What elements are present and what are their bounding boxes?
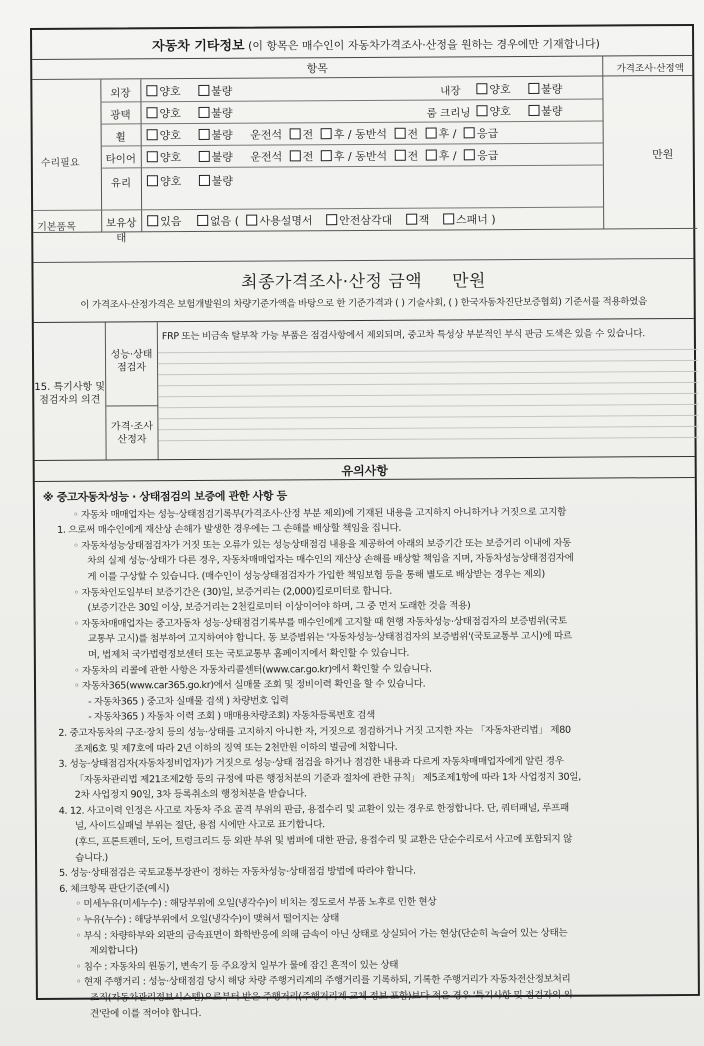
driver-seat-label: 운전석 bbox=[250, 128, 283, 142]
notice-line: ◦ 침수 : 자동차의 원동기, 변속기 등 주요장치 일부가 물에 잠긴 흔적이 있는 상태 bbox=[75, 959, 399, 973]
tire-options: 양호 불량 운전석 전 후 / 동반석 전 후 / 응급 bbox=[143, 147, 499, 165]
opinion-section bbox=[34, 318, 695, 460]
option-label: 전 bbox=[302, 128, 314, 142]
notice-line: 2. 중고자동차의 구조·장치 등의 성능·상태를 고지하지 아니한 자, 거짓으로 점검하거나 거짓 고지한 자는 「자동차관리법」 제80 bbox=[58, 724, 571, 739]
opinion-label: 15. 특기사항 및 점검자의 의견 bbox=[34, 323, 107, 461]
interior-label: 내장 bbox=[440, 85, 461, 98]
price-assessor-label: 가격·조사 산정자 bbox=[106, 406, 158, 460]
tire-passenger-rear-checkbox[interactable] bbox=[426, 150, 437, 161]
tire-driver-rear-checkbox[interactable] bbox=[321, 150, 332, 161]
option-label: 양호 bbox=[489, 105, 511, 119]
notice-body bbox=[43, 486, 696, 1022]
wheel-passenger-front-checkbox[interactable] bbox=[394, 128, 405, 139]
driver-seat-label: 운전석 bbox=[250, 150, 283, 164]
notice-line: 널, 사이드실패널 부위는 절단, 용접 시에만 사고로 표기합니다. bbox=[74, 819, 325, 833]
option-label: 양호 bbox=[489, 83, 511, 97]
section-title-row bbox=[32, 26, 692, 60]
option-label: 잭 bbox=[418, 213, 430, 227]
notice-line: (후드, 프론트펜더, 도어, 트렁크리드 등 외판 부위 및 범퍼에 대한 판금, 용접수리 및 교환은 단순수리로서 사고에 포함되지 않 bbox=[74, 833, 573, 848]
option-label: 후 bbox=[438, 127, 450, 141]
wheel-emergency-checkbox[interactable] bbox=[464, 127, 475, 138]
option-label: 응급 bbox=[477, 149, 499, 163]
option-label: 사용설명서 bbox=[259, 214, 313, 228]
option-label: 전 bbox=[407, 149, 419, 163]
wheel-options: 양호 불량 운전석 전 후 / 동반석 전 후 / 응급 bbox=[143, 125, 499, 143]
option-label: 후 bbox=[438, 149, 450, 163]
notice-line: ◦ 현재 주행거리 : 성능·상태점검 당시 해당 차량 주행거리계의 주행거리를 기록하되, 기록한 주행거리가 자동차전산정보처리 bbox=[75, 974, 571, 989]
wheel-driver-rear-checkbox[interactable] bbox=[321, 128, 332, 139]
basic-items-label: 기본품목 bbox=[37, 221, 76, 233]
notice-line: 며, 법제처 국가법령정보센터 또는 국토교통부 홈페이지에서 확인할 수 있습니다. bbox=[87, 647, 410, 661]
room-cleaning-good-checkbox[interactable] bbox=[476, 105, 487, 116]
passenger-seat-label: 동반석 bbox=[355, 149, 388, 164]
opinion-writing-lines bbox=[158, 339, 699, 460]
notice-line: 6. 체크항목 판단기준(예시) bbox=[59, 883, 170, 895]
option-label: 양호 bbox=[159, 85, 181, 99]
manual-checkbox[interactable] bbox=[246, 215, 257, 226]
exterior-bad-checkbox[interactable] bbox=[198, 85, 209, 96]
gloss-bad-checkbox[interactable] bbox=[198, 107, 209, 118]
jack-checkbox[interactable] bbox=[406, 214, 417, 225]
inspection-form-sheet bbox=[30, 24, 700, 1020]
notice-line: ◦ 미세누유(미세누수) : 해당부위에 오일(냉각수)이 비치는 정도로서 부품 노후로 인한 현상 bbox=[75, 896, 437, 911]
wheel-driver-front-checkbox[interactable] bbox=[290, 128, 301, 139]
option-label: 안전삼각대 bbox=[339, 213, 393, 228]
exterior-good-checkbox[interactable] bbox=[146, 85, 157, 96]
final-price-note: 이 가격조사·산정가격은 보험개발원의 차량기준가액을 바탕으로 한 기준가격과 ( ) 기술사회, ( ) 한국자동차진단보증협회) 기준서를 적용하였음 bbox=[80, 296, 647, 311]
tire-good-checkbox[interactable] bbox=[147, 151, 158, 162]
notice-line: - 자동차365 ) 중고차 실매물 검색 ) 차량번호 입력 bbox=[88, 695, 289, 708]
option-label: 불량 bbox=[211, 150, 233, 164]
notice-line: 교통부 고시)를 첨부하여 고지하여야 합니다. 동 보증범위는 '자동차성능·상태점검자의 보증범위'(국토교통부 고시)에 따르 bbox=[87, 631, 572, 646]
possession-have-checkbox[interactable] bbox=[147, 215, 158, 226]
spanner-checkbox[interactable] bbox=[443, 213, 454, 224]
tire-emergency-checkbox[interactable] bbox=[464, 149, 475, 160]
option-label: 후 bbox=[333, 128, 345, 142]
option-label: 없음 bbox=[209, 214, 232, 228]
room-cleaning-label: 룸 크리닝 bbox=[426, 107, 471, 120]
option-label: 불량 bbox=[541, 82, 563, 96]
tire-label: 타이어 bbox=[105, 153, 137, 166]
option-label: 응급 bbox=[476, 127, 499, 141]
notice-line: ◦ 자동차인도일부터 보증기간은 (30)일, 보증거리는 (2,000)킬로미터로 합니다. bbox=[73, 585, 392, 599]
gloss-label: 광택 bbox=[110, 109, 131, 122]
option-label: 불량 bbox=[541, 104, 563, 118]
notice-line: ◦ 누유(누수) : 해당부위에서 오일(냉각수)이 맺혀서 떨어지는 상태 bbox=[75, 913, 340, 926]
notice-line: 「자동차관리법 제21조제2항 등의 규정에 따른 행정처분의 기준과 절차에 관한 규칙」 제5조제1항에 따라 1차 사업정지 30일, bbox=[74, 771, 581, 786]
option-label: 양호 bbox=[159, 151, 182, 165]
opinion-text: FRP 또는 비금속 탈부착 가능 부품은 점검사항에서 제외되며, 중고차 특성상 부분적인 부식 판금 도색은 있을 수 있습니다. bbox=[161, 328, 645, 343]
notice-line: 조제6호 및 제7호에 따라 2년 이하의 징역 또는 2천만원 이하의 벌금에 처합니다. bbox=[74, 741, 398, 755]
section-title: 자동차 기타정보 bbox=[152, 38, 245, 55]
possession-options: 있음 없음 ( 사용설명서 안전삼각대 잭 스패너 ) bbox=[143, 211, 496, 229]
notice-line: 1. 으로써 매수인에게 재산상 손해가 발생한 경우에는 그 손해를 배상할 책임을 집니다. bbox=[57, 522, 402, 537]
passenger-seat-label: 동반석 bbox=[355, 127, 387, 142]
gloss-options bbox=[142, 105, 232, 122]
table-header bbox=[32, 56, 692, 80]
tire-driver-front-checkbox[interactable] bbox=[290, 150, 301, 161]
option-label: 전 bbox=[407, 127, 419, 141]
option-label: 불량 bbox=[211, 106, 233, 120]
notice-line: ◦ 자동차매매업자는 중고자동차 성능·상태점검기록부를 매수인에게 고지할 때 현행 자동차성능·상태점검자의 보증범위(국토 bbox=[73, 615, 567, 630]
condition-inspector-label: 성능·상태 점검자 bbox=[106, 322, 159, 406]
notice-line: 제외합니다) bbox=[89, 945, 138, 957]
option-label: 양호 bbox=[159, 175, 182, 189]
notice-line: 조직(자동차관리정보시스템)으로부터 받은 주행거리(주행거리계 교체 정보 포함)보다 적은 경우 '특기사항 및 점검자의 의 bbox=[89, 989, 573, 1004]
price-column-header: 가격조사·산정액 bbox=[616, 63, 684, 75]
option-label: 있음 bbox=[160, 215, 182, 229]
section-subtitle: (이 항목은 매수인이 자동차가격조사·산정을 원하는 경우에만 기재합니다) bbox=[248, 37, 600, 53]
option-label: 양호 bbox=[159, 107, 181, 121]
notice-line: ◦ 자동차성능상태점검자가 거짓 또는 오류가 있는 성능상태점검 내용을 제공하여 아래의 보증기간 또는 보증거리 이내에 자동 bbox=[73, 537, 572, 552]
notice-line: 2차 사업정지 90일, 3차 등록취소의 행정처분을 받습니다. bbox=[74, 788, 307, 802]
option-label: 전 bbox=[302, 150, 314, 164]
notice-line: ◦ 자동차의 리콜에 관한 사항은 자동차리콜센터(www.car.go.kr)에서 확인할 수 있습니다. bbox=[73, 663, 432, 677]
interior-options bbox=[472, 81, 562, 98]
wheel-label: 휠 bbox=[115, 131, 126, 144]
notice-line: 게 이를 구상할 수 있습니다. (매수인이 성능상태점검자가 가입한 책임보험 등을 통해 별도로 배상받는 경우는 제외) bbox=[87, 568, 545, 583]
tire-bad-checkbox[interactable] bbox=[199, 151, 210, 162]
notice-header: 유의사항 bbox=[35, 456, 695, 482]
wheel-passenger-rear-checkbox[interactable] bbox=[426, 128, 437, 139]
final-price-unit: 만원 bbox=[452, 271, 487, 292]
final-price-label: 최종가격조사·산정 금액 bbox=[241, 271, 423, 293]
final-price-title bbox=[33, 259, 693, 294]
item-column-header: 항목 bbox=[306, 62, 328, 76]
notice-line: ◦ 부식 : 차량하부와 외판의 금속표면이 화학반응에 의해 금속이 아닌 상태로 상실되어 가는 현상(단순히 녹슬어 있는 상태는 bbox=[75, 927, 568, 942]
notice-line: (보증기간은 30일 이상, 보증거리는 2천킬로미터 이상이어야 하며, 그 중 먼저 도래한 것을 적용) bbox=[87, 600, 471, 614]
interior-bad-checkbox[interactable] bbox=[528, 83, 539, 94]
triangle-checkbox[interactable] bbox=[326, 214, 337, 225]
possession-label: 보유상태 bbox=[105, 217, 137, 245]
notice-line: 견'란에 이를 적어야 합니다. bbox=[89, 1007, 202, 1020]
glass-bad-checkbox[interactable] bbox=[199, 175, 210, 186]
option-label: 불량 bbox=[211, 84, 233, 98]
row-divider bbox=[33, 207, 603, 211]
notice-line: - 자동차365 ) 자동차 이력 조회 ) 매매용차량조회) 자동차등록번호 검색 bbox=[88, 710, 375, 723]
notice-line: 3. 성능·상태점검자(자동차정비업자)가 거짓으로 성능·상태 점검을 하거나 점검한 내용과 다르게 자동차매매업자에게 알린 경우 bbox=[58, 755, 564, 770]
glass-label: 유리 bbox=[110, 177, 132, 190]
price-unit: 만원 bbox=[652, 148, 674, 162]
notice-line: 차의 실제 성능·상태가 다른 경우, 자동차매매업자는 매수인의 재산상 손해를 배상할 책임을 지며, 자동차성능상태점검자에 bbox=[87, 553, 574, 568]
exterior-label: 외장 bbox=[110, 87, 131, 100]
notice-line: ◦ 자동차 매매업자는 성능·상태점검기록부(가격조사·산정 부분 제외)에 기재된 내용을 고지하지 아니하거나 거짓으로 고지함 bbox=[72, 506, 567, 521]
option-label: 스패너 bbox=[455, 213, 488, 227]
wheel-good-checkbox[interactable] bbox=[147, 129, 158, 140]
room-cleaning-options bbox=[472, 103, 562, 120]
option-label: 불량 bbox=[211, 174, 234, 188]
notice-line: 5. 성능·상태점검은 국토교통부장관이 정하는 자동차성능·상태점검 방법에 따라야 합니다. bbox=[59, 865, 416, 880]
repair-group-label: 수리필요 bbox=[40, 157, 80, 169]
notice-line: 4. 12. 사고이력 인정은 사고로 자동차 주요 골격 부위의 판금, 용접수리 및 교환이 있는 경우로 한정합니다. 단, 쿼터패널, 루프패 bbox=[58, 802, 569, 817]
room-cleaning-bad-checkbox[interactable] bbox=[528, 105, 539, 116]
tire-passenger-front-checkbox[interactable] bbox=[395, 150, 406, 161]
possession-none-checkbox[interactable] bbox=[197, 215, 208, 226]
notice-section-title: ※ 중고자동차성능 · 상태점검의 보증에 관한 사항 등 bbox=[42, 489, 287, 504]
option-label: 불량 bbox=[211, 128, 233, 142]
wheel-bad-checkbox[interactable] bbox=[198, 129, 209, 140]
notice-line: 습니다.) bbox=[75, 852, 108, 864]
gloss-good-checkbox[interactable] bbox=[146, 107, 157, 118]
option-label: 후 bbox=[333, 150, 345, 164]
glass-options bbox=[143, 173, 233, 190]
interior-good-checkbox[interactable] bbox=[476, 83, 487, 94]
notice-line: ◦ 자동차365(www.car365.go.kr)에서 실매물 조회 및 정비이력 확인을 할 수 있습니다. bbox=[73, 678, 426, 692]
option-label: 양호 bbox=[159, 129, 181, 143]
glass-good-checkbox[interactable] bbox=[147, 175, 158, 186]
exterior-options bbox=[142, 83, 232, 100]
